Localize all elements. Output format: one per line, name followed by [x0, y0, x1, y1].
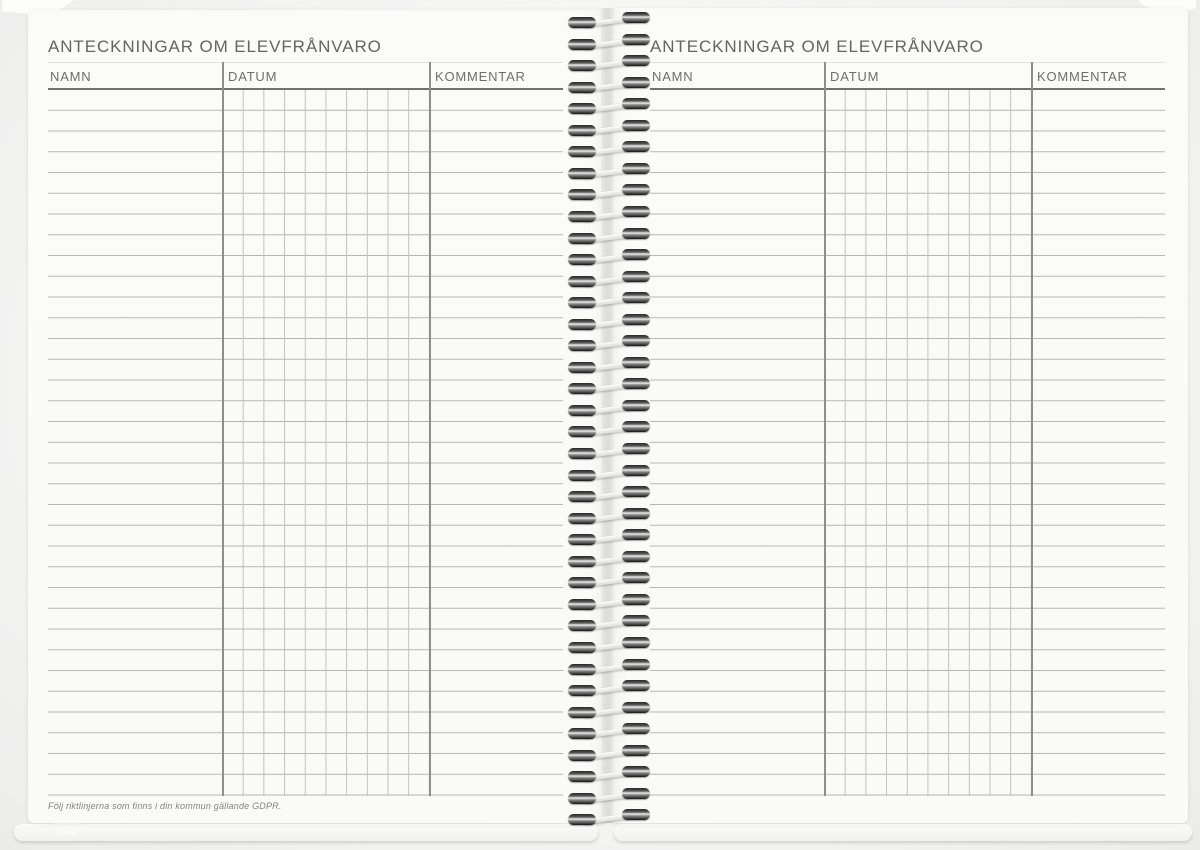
name-column-ruling	[48, 90, 222, 796]
gdpr-footer-note: Följ riktlinjerna som finns i din kommun gällande GDPR.	[48, 801, 282, 811]
page-title: ANTECKNINGAR OM ELEVFRÅNVARO	[650, 37, 984, 56]
table-top-border	[48, 62, 563, 63]
table-top-border	[650, 62, 1165, 63]
column-header-name: NAMN	[652, 69, 694, 84]
separator-date-comment	[429, 62, 431, 796]
column-header-date: DATUM	[830, 69, 880, 84]
notebook-page-right	[612, 8, 1188, 823]
absence-table	[650, 62, 1165, 796]
date-grid	[222, 90, 429, 796]
page-stack-edge-bottom-right	[614, 824, 1192, 841]
separator-date-comment	[1031, 62, 1033, 796]
date-grid	[824, 90, 1031, 796]
name-column-ruling	[650, 90, 824, 796]
absence-table	[48, 62, 563, 796]
comment-column-ruling	[1031, 90, 1165, 796]
notebook-page-left	[28, 10, 604, 823]
column-header-comment: KOMMENTAR	[1037, 69, 1128, 84]
page-stack-edge-bottom-left	[14, 824, 598, 841]
separator-name-date	[222, 62, 224, 796]
page-gap-shadow	[601, 8, 614, 823]
page-title: ANTECKNINGAR OM ELEVFRÅNVARO	[48, 37, 382, 56]
comment-column-ruling	[429, 90, 563, 796]
column-header-date: DATUM	[228, 69, 278, 84]
column-header-name: NAMN	[50, 69, 92, 84]
column-header-comment: KOMMENTAR	[435, 69, 526, 84]
separator-name-date	[824, 62, 826, 796]
